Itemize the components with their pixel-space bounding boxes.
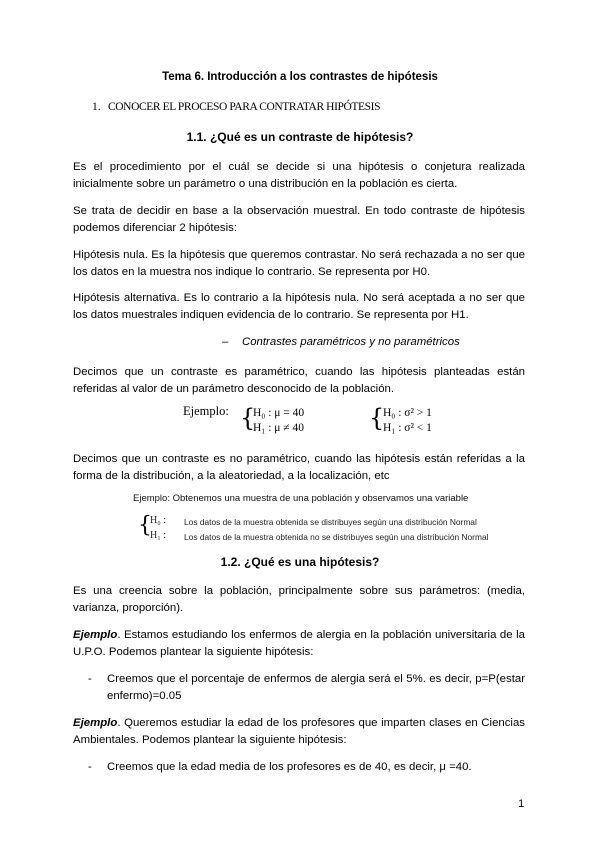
- formula-h1-mean: H₁ : μ ≠ 40: [253, 422, 304, 434]
- subtopic-dash: –: [222, 336, 229, 348]
- example-h1-text: Los datos de la muestra obtenida no se distribuyes según una distribución Normal: [184, 532, 489, 542]
- bullet-text-age: Creemos que la edad media de los profesores es de 40, es decir, μ =40.: [107, 761, 472, 773]
- example-text-2: . Queremos estudiar la edad de los profesores que imparten clases en Ciencias Ambientales. Podemos plantear la siguiente hipótesis:: [73, 717, 525, 746]
- example-lead-1: Ejemplo: [73, 629, 118, 641]
- example-lead-2: Ejemplo: [73, 717, 118, 729]
- paragraph-null-hypothesis: Hipótesis nula. Es la hipótesis que queremos contrastar. No será rechazada a no ser que los datos en la muestra nos indique lo contrario. Se representa por H0.: [73, 249, 525, 278]
- subtopic-heading: Contrastes paramétricos y no paramétricos: [242, 336, 460, 348]
- paragraph-alternative-hypothesis: Hipótesis alternativa. Es lo contrario a la hipótesis nula. No será aceptada a no ser que los datos muestrales indiquen evidencia de lo contrario. Se representa por H1.: [73, 292, 525, 321]
- paragraph-example-age: [73, 715, 525, 749]
- example-parametric-formula: [0, 402, 600, 442]
- example-label: Ejemplo:: [183, 404, 229, 418]
- paragraph-nonparametric: Decimos que un contraste es no paramétrico, cuando las hipótesis están referidas a la forma de la distribución, a la aleatoriedad, a la localización, etc: [73, 453, 525, 482]
- example-h0-text: Los datos de la muestra obtenida se distribuyes según una distribución Normal: [184, 517, 477, 527]
- formula-h0-mean: H₀ : μ = 40: [253, 407, 305, 419]
- bullet-dash: -: [88, 673, 92, 685]
- bullet-text-allergy: Creemos que el porcentaje de enfermos de alergia será el 5%. es decir, p=P(estar enfermo)=0.05: [107, 673, 525, 702]
- paragraph-hypothesis-definition: Es una creencia sobre la población, principalmente sobre sus parámetros: (media, varianza, proporción).: [73, 585, 525, 614]
- example-nonparametric: [0, 493, 600, 545]
- document-title: Tema 6. Introducción a los contrastes de hipótesis: [162, 71, 438, 83]
- formula-h1-variance: H₁ : σ² < 1: [383, 422, 432, 434]
- formula-h0-variance: H₀ : σ² > 1: [383, 407, 432, 419]
- paragraph-observation: Se trata de decidir en base a la observación muestral. En todo contraste de hipótesis podemos diferenciar 2 hipótesis:: [73, 205, 525, 234]
- paragraph-parametric: Decimos que un contraste es paramétrico, cuando las hipótesis planteadas están referidas al valor de un parámetro desconocido de la población.: [73, 366, 525, 395]
- example-h1-symbol: H₁ :: [150, 530, 166, 541]
- example-text-1: . Estamos estudiando los enfermos de alergia en la población universitaria de la U.P.O. Podemos plantear la siguiente hipótesis:: [73, 629, 525, 658]
- example-h0-symbol: H₀ :: [150, 515, 166, 526]
- subsection-1-2-heading: 1.2. ¿Qué es una hipótesis?: [220, 555, 380, 569]
- bullet-dash: -: [88, 761, 92, 773]
- page-number: 1: [518, 798, 525, 810]
- left-brace-icon: {: [240, 404, 256, 432]
- paragraph-definition: Es el procedimiento por el cuál se decide si una hipótesis o conjetura realizada inicialmente sobre un parámetro o una distribución en la población es cierta.: [73, 161, 525, 190]
- example-nonparametric-label: Ejemplo: Obtenemos una muestra de una población y observamos una variable: [133, 493, 469, 504]
- section-1-title: CONOCER EL PROCESO PARA CONTRATAR HIPÓTESIS: [108, 101, 381, 113]
- section-1-number: 1.: [92, 101, 101, 113]
- right-brace-icon: {: [369, 404, 385, 432]
- subsection-1-1-heading: 1.1. ¿Qué es un contraste de hipótesis?: [186, 130, 414, 144]
- example-brace-icon: {: [138, 513, 152, 538]
- paragraph-example-allergy: [73, 627, 525, 661]
